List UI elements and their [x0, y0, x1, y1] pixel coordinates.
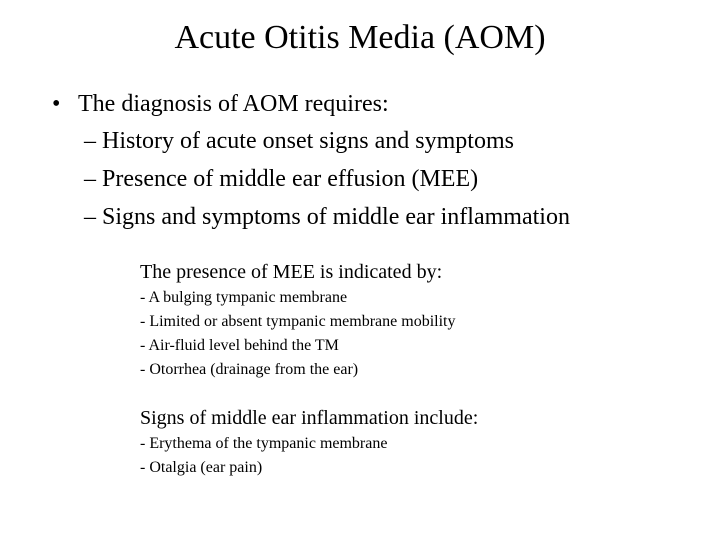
inflammation-note-list: [140, 432, 478, 480]
main-bullet-text: The diagnosis of AOM requires:: [78, 91, 389, 117]
requirement-item: – History of acute onset signs and symptoms: [84, 128, 514, 154]
inflammation-note-item: - Erythema of the tympanic membrane: [140, 435, 388, 452]
requirement-item: – Presence of middle ear effusion (MEE): [84, 166, 479, 192]
mee-note-heading: The presence of MEE is indicated by:: [140, 261, 443, 283]
inflammation-note: [140, 404, 478, 480]
requirement-item: – Signs and symptoms of middle ear inflammation: [84, 204, 570, 230]
requirements-list: [84, 122, 570, 236]
bullet-symbol: •: [52, 91, 61, 117]
mee-note-item: - Otorrhea (drainage from the ear): [140, 361, 359, 378]
mee-note-item: - Air-fluid level behind the TM: [140, 337, 339, 354]
slide-title: Acute Otitis Media (AOM): [174, 19, 546, 56]
mee-note: [140, 258, 455, 382]
main-bullet: [52, 86, 389, 122]
inflammation-note-heading: Signs of middle ear inflammation include:: [140, 407, 479, 429]
mee-note-list: [140, 286, 455, 382]
mee-note-item: - A bulging tympanic membrane: [140, 289, 348, 306]
mee-note-item: - Limited or absent tympanic membrane mobility: [140, 313, 456, 330]
inflammation-note-item: - Otalgia (ear pain): [140, 459, 263, 476]
